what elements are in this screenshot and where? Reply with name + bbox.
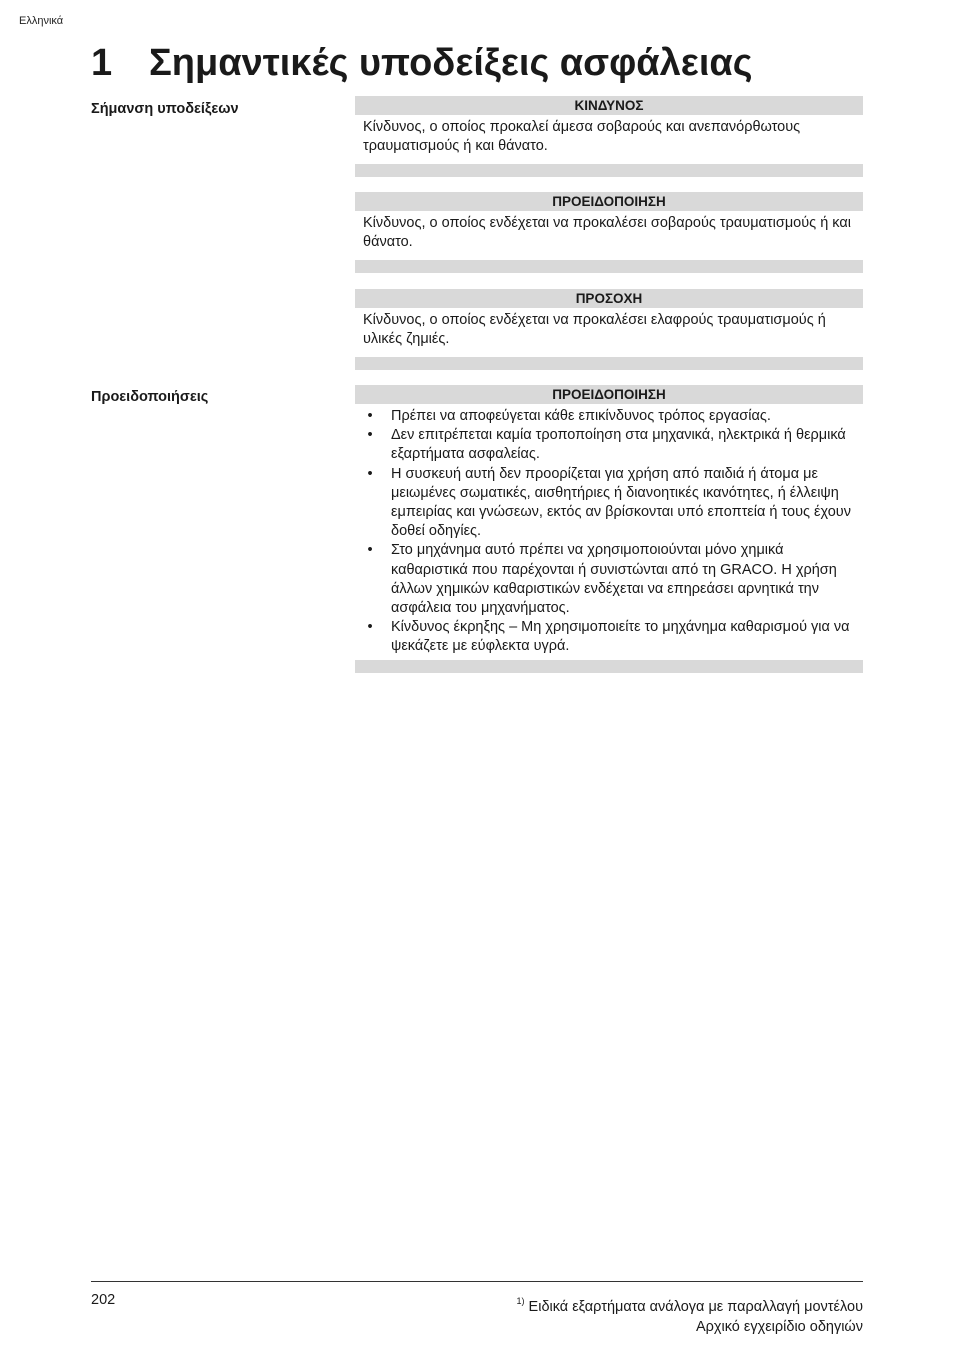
chapter-number: 1 <box>91 42 113 84</box>
section-label-warnings: Προειδοποιήσεις <box>91 389 209 405</box>
notice-footer-bar <box>355 357 863 370</box>
footnote-marker: 1) <box>516 1296 525 1306</box>
notice-danger <box>355 96 863 177</box>
notice-heading: ΚΙΝΔΥΝΟΣ <box>355 96 863 115</box>
warnings-body <box>355 404 863 660</box>
warnings-box <box>355 385 863 673</box>
notice-text: Κίνδυνος, ο οποίος ενδέχεται να προκαλέσει σοβαρούς τραυματισμούς ή και θάνατο. <box>363 215 851 251</box>
notice-text: Κίνδυνος, ο οποίος ενδέχεται να προκαλέσει ελαφρούς τραυματισμούς ή υλικές ζημιές. <box>363 312 826 348</box>
chapter-heading <box>91 42 753 85</box>
bullet-icon: • <box>367 542 373 559</box>
list-item <box>363 426 855 464</box>
language-label: Ελληνικά <box>19 15 64 27</box>
notice-caution <box>355 289 863 370</box>
list-item-text: Πρέπει να αποφεύγεται κάθε επικίνδυνος τρόπος εργασίας. <box>391 408 771 424</box>
notice-heading: ΠΡΟΕΙΔΟΠΟΙΗΣΗ <box>355 385 863 404</box>
notice-footer-bar <box>355 260 863 273</box>
list-item-text: Στο μηχάνημα αυτό πρέπει να χρησιμοποιούνται μόνο χημικά καθαριστικά που παρέχονται ή συνιστώνται από τη GRACO. Η χρήση άλλων χημικών καθαριστικών ενδέχεται να επηρεάσει αρνητικά την ασφάλεια του μηχανήματος. <box>391 542 837 617</box>
list-item <box>363 465 855 542</box>
notice-footer-bar <box>355 164 863 177</box>
footer-divider <box>91 1281 863 1282</box>
list-item <box>363 407 855 426</box>
manual-label: Αρχικό εγχειρίδιο οδηγιών <box>695 1318 863 1335</box>
notice-heading: ΠΡΟΕΙΔΟΠΟΙΗΣΗ <box>355 192 863 211</box>
footer-notes <box>517 1292 863 1337</box>
footnote <box>517 1292 863 1317</box>
list-item <box>363 541 855 618</box>
list-item <box>363 618 855 656</box>
section-label-markings: Σήμανση υποδείξεων <box>91 101 239 117</box>
notice-heading: ΠΡΟΣΟΧΗ <box>355 289 863 308</box>
bullet-icon: • <box>367 427 373 444</box>
list-item-text: Δεν επιτρέπεται καμία τροποποίηση στα μηχανικά, ηλεκτρικά ή θερμικά εξαρτήματα ασφαλείας. <box>391 427 846 463</box>
notice-warning <box>355 192 863 273</box>
chapter-title: Σημαντικές υποδείξεις ασφάλειας <box>149 42 753 84</box>
bullet-icon: • <box>367 465 373 482</box>
notice-text: Κίνδυνος, ο οποίος προκαλεί άμεσα σοβαρούς και ανεπανόρθωτους τραυματισμούς ή και θάνατο. <box>363 119 801 155</box>
list-item-text: Η συσκευή αυτή δεν προορίζεται για χρήση από παιδιά ή άτομα με μειωμένες σωματικές, αισθητήριες ή διανοητικές ικανότητες, ή έλλειψη εμπειρίας και γνώσεων, εκτός αν βρίσκονται υπό εποπτεία ή τους έχουν δοθεί οδηγίες. <box>391 465 851 540</box>
page-number: 202 <box>91 1292 116 1308</box>
bullet-icon: • <box>367 619 373 636</box>
footnote-text: Ειδικά εξαρτήματα ανάλογα με παραλλαγή μοντέλου <box>528 1298 863 1315</box>
notice-footer-bar <box>355 660 863 673</box>
bullet-icon: • <box>367 408 373 424</box>
list-item-text: Κίνδυνος έκρηξης – Μη χρησιμοποιείτε το μηχάνημα καθαρισμού για να ψεκάζετε με εύφλεκτα υγρά. <box>391 619 850 655</box>
warnings-list <box>363 407 855 657</box>
